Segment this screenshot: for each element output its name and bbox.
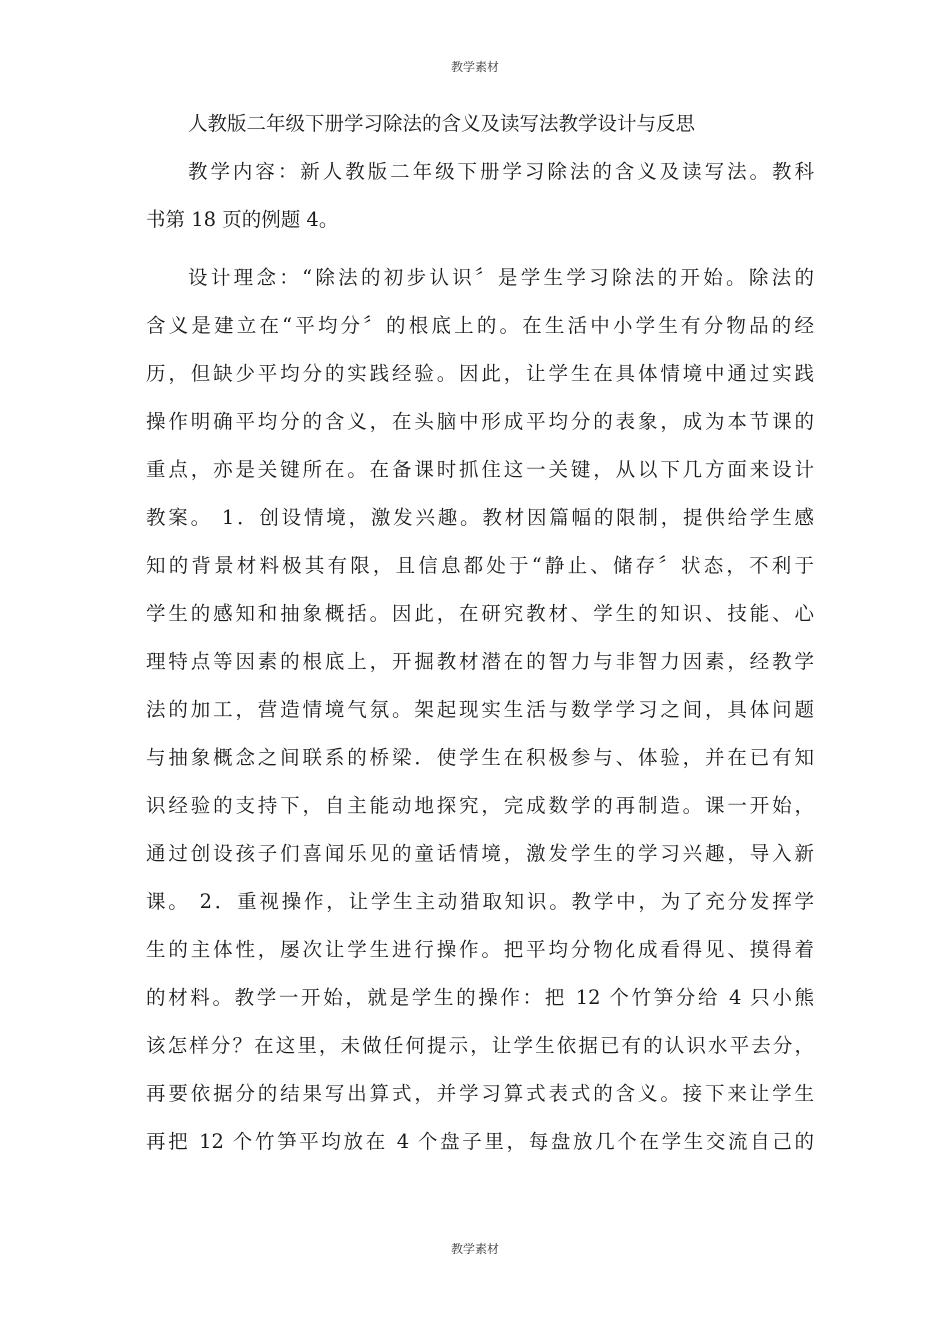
paragraph-line: 再把 12 个竹笋平均放在 4 个盘子里，每盘放几个在学生交流自己的 <box>146 1130 814 1153</box>
paragraph-line: 识经验的支持下，自主能动地探究，完成数学的再制造。课一开始， <box>146 794 814 817</box>
paragraph-line: 教案。 1．创设情境，激发兴趣。教材因篇幅的限制，提供给学生感 <box>146 506 814 529</box>
paragraph-line: 历，但缺少平均分的实践经验。因此，让学生在具体情境中通过实践 <box>146 362 814 385</box>
paragraph-line: 教学内容：新人教版二年级下册学习除法的含义及读写法。教科 <box>188 160 814 183</box>
paragraph-line: 知的背景材料极其有限，且信息都处于“静止、储存〞状态，不利于 <box>146 554 814 577</box>
page-footer: 教学素材 <box>450 1242 499 1256</box>
document-body <box>146 100 814 1166</box>
paragraph-line: 理特点等因素的根底上，开掘教材潜在的智力与非智力因素，经教学 <box>146 650 814 673</box>
paragraph-line: 学生的感知和抽象概括。因此，在研究教材、学生的知识、技能、心 <box>146 602 814 625</box>
paragraph-line: 生的主体性，屡次让学生进行操作。把平均分物化成看得见、摸得着 <box>146 938 814 961</box>
paragraph-line: 的材料。教学一开始，就是学生的操作：把 12 个竹笋分给 4 只小熊 <box>146 986 814 1009</box>
paragraph-line: 通过创设孩子们喜闻乐见的童话情境，激发学生的学习兴趣，导入新 <box>146 842 814 865</box>
page-header: 教学素材 <box>450 60 499 74</box>
paragraph-line: 该怎样分？在这里，未做任何提示，让学生依据已有的认识水平去分， <box>146 1034 814 1057</box>
paragraph-line: 重点，亦是关键所在。在备课时抓住这一关键，从以下几方面来设计 <box>146 458 814 481</box>
paragraph-line: 再要依据分的结果写出算式，并学习算式表式的含义。接下来让学生 <box>146 1082 814 1105</box>
document-title: 人教版二年级下册学习除法的含义及读写法教学设计与反思 <box>188 112 696 135</box>
paragraph-line: 课。 2．重视操作，让学生主动猎取知识。教学中，为了充分发挥学 <box>146 890 814 913</box>
paragraph-line: 与抽象概念之间联系的桥梁．使学生在积极参与、体验，并在已有知 <box>146 746 814 769</box>
paragraph-line: 书第 18 页的例题 4。 <box>146 208 339 231</box>
paragraph-line: 操作明确平均分的含义，在头脑中形成平均分的表象，成为本节课的 <box>146 410 814 433</box>
paragraph-line: 设计理念：“除法的初步认识〞是学生学习除法的开始。除法的 <box>188 266 814 289</box>
paragraph-line: 法的加工，营造情境气氛。架起现实生活与数学学习之间，具体问题 <box>146 698 814 721</box>
paragraph-line: 含义是建立在“平均分〞的根底上的。在生活中小学生有分物品的经 <box>146 314 814 337</box>
